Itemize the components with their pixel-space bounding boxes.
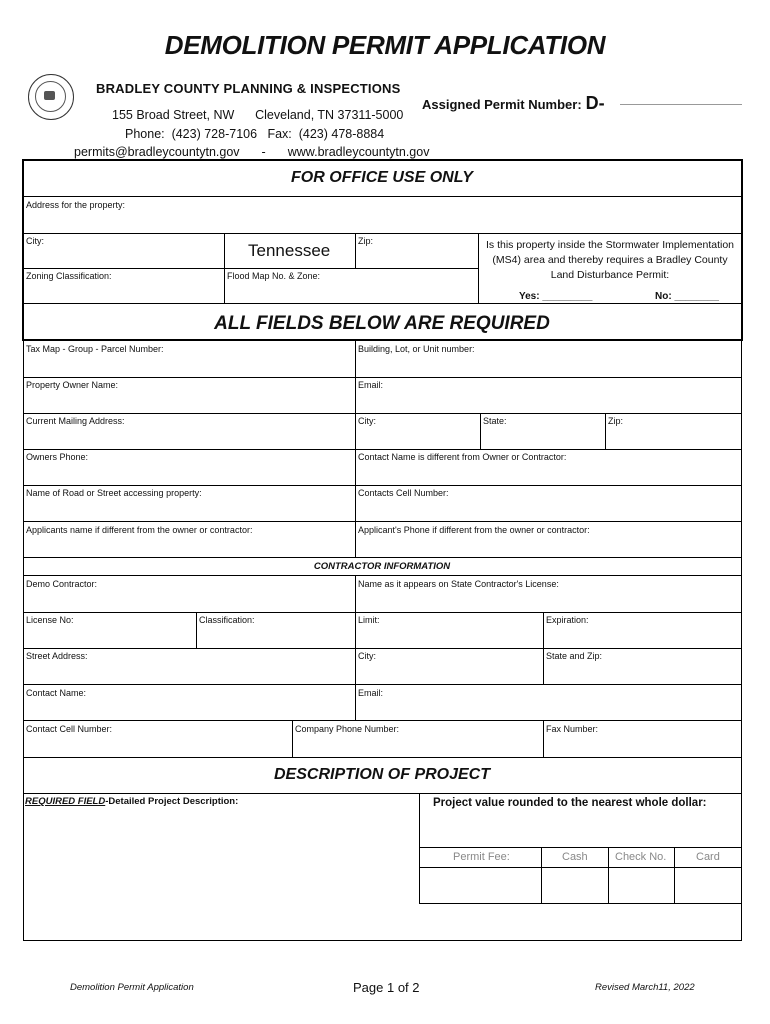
project-description-input[interactable] <box>24 810 418 938</box>
contractor-cell-input[interactable] <box>24 735 290 756</box>
office-zip-input[interactable] <box>356 246 476 267</box>
office-use-heading: FOR OFFICE USE ONLY <box>291 169 473 186</box>
expiration-input[interactable] <box>545 626 740 647</box>
project-heading: DESCRIPTION OF PROJECT <box>273 766 491 783</box>
fax-input[interactable] <box>545 735 740 756</box>
project-value-label: Project value rounded to the nearest whole dollar: <box>433 797 707 809</box>
flood-map-label: Flood Map No. & Zone: <box>227 271 321 281</box>
road-name-input[interactable] <box>24 499 354 520</box>
office-city-input[interactable] <box>24 246 222 267</box>
contractor-contact-input[interactable] <box>24 699 354 719</box>
license-name-label: Name as it appears on State Contractor's License: <box>358 579 559 589</box>
page-number: Page 1 of 2 <box>353 980 420 995</box>
permit-fee-label: Permit Fee: <box>453 851 510 863</box>
contractor-contact-label: Contact Name: <box>26 688 87 698</box>
mailing-address-label: Current Mailing Address: <box>26 416 125 426</box>
flood-map-input[interactable] <box>226 281 476 302</box>
card-label: Card <box>696 851 720 863</box>
contractor-email-label: Email: <box>358 688 384 698</box>
stormwater-yes-field[interactable]: Yes: _________ <box>519 291 593 302</box>
required-fields-heading: ALL FIELDS BELOW ARE REQUIRED <box>214 313 550 334</box>
limit-input[interactable] <box>357 626 542 647</box>
mailing-zip-label: Zip: <box>608 416 624 426</box>
separator: - <box>261 145 266 159</box>
tax-map-label: Tax Map - Group - Parcel Number: <box>26 344 164 354</box>
mailing-city-input[interactable] <box>357 427 479 448</box>
office-state-value: Tennessee <box>248 241 331 260</box>
organization-name: BRADLEY COUNTY PLANNING & INSPECTIONS <box>96 81 401 96</box>
license-name-input[interactable] <box>357 590 740 611</box>
contractor-state-zip-input[interactable] <box>545 662 740 683</box>
owner-name-input[interactable] <box>24 391 354 412</box>
permit-number-label <box>422 93 605 114</box>
check-label: Check No. <box>615 851 667 863</box>
contractor-state-zip-label: State and Zip: <box>546 651 603 661</box>
expiration-label: Expiration: <box>546 615 589 625</box>
contractor-street-input[interactable] <box>24 662 354 683</box>
contact-cell-label: Contacts Cell Number: <box>358 488 449 498</box>
classification-input[interactable] <box>198 626 354 647</box>
card-input[interactable] <box>676 869 740 902</box>
owner-phone-input[interactable] <box>24 463 354 484</box>
footer-revision: Revised March11, 2022 <box>595 982 695 993</box>
project-description-label <box>25 796 238 807</box>
zoning-label: Zoning Classification: <box>26 271 112 281</box>
contractor-heading: CONTRACTOR INFORMATION <box>313 561 451 572</box>
website-link[interactable]: www.bradleycountytn.gov <box>287 145 430 159</box>
contractor-city-label: City: <box>358 651 376 661</box>
zoning-input[interactable] <box>24 281 222 302</box>
demo-contractor-input[interactable] <box>24 590 354 611</box>
email-link[interactable]: permits@bradleycountytn.gov <box>74 145 240 159</box>
mailing-address-input[interactable] <box>24 427 354 448</box>
stormwater-no-field[interactable]: No: ________ <box>655 291 719 302</box>
owner-email-label: Email: <box>358 380 384 390</box>
county-seal-logo <box>28 74 74 120</box>
applicant-name-label: Applicants name if different from the owner or contractor: <box>26 525 253 535</box>
office-city-label: City: <box>26 236 44 246</box>
applicant-phone-label: Applicant's Phone if different from the owner or contractor: <box>358 525 590 535</box>
stormwater-question: Is this property inside the Stormwater Implementation (MS4) area and thereby requires a Bradley County Land Disturbance Permit: <box>485 239 735 281</box>
owner-email-input[interactable] <box>357 391 740 412</box>
company-phone-label: Company Phone Number: <box>295 724 400 734</box>
organization-address: 155 Broad Street, NW Cleveland, TN 37311-5000 <box>112 108 404 122</box>
limit-label: Limit: <box>358 615 380 625</box>
footer-form-name: Demolition Permit Application <box>70 982 194 993</box>
applicant-phone-input[interactable] <box>357 536 740 556</box>
contractor-cell-label: Contact Cell Number: <box>26 724 113 734</box>
contractor-street-label: Street Address: <box>26 651 88 661</box>
property-address-label: Address for the property: <box>26 200 126 210</box>
contact-name-label: Contact Name is different from Owner or Contractor: <box>358 452 567 462</box>
project-value-input[interactable] <box>421 815 740 846</box>
contractor-city-input[interactable] <box>357 662 542 683</box>
check-input[interactable] <box>610 869 673 902</box>
mailing-city-label: City: <box>358 416 376 426</box>
permit-prefix: D- <box>585 93 605 113</box>
office-zip-label: Zip: <box>358 236 374 246</box>
permit-number-text: Assigned Permit Number: <box>422 97 582 112</box>
classification-label: Classification: <box>199 615 255 625</box>
mailing-zip-input[interactable] <box>607 427 740 448</box>
license-no-label: License No: <box>26 615 74 625</box>
owner-name-label: Property Owner Name: <box>26 380 119 390</box>
organization-phone: Phone: (423) 728-7106 Fax: (423) 478-8884 <box>125 127 385 141</box>
contact-line <box>74 145 429 159</box>
contact-cell-input[interactable] <box>357 499 740 520</box>
fax-label: Fax Number: <box>546 724 599 734</box>
description-label-text: -Detailed Project Description: <box>105 796 239 807</box>
mailing-state-label: State: <box>483 416 507 426</box>
cash-input[interactable] <box>543 869 607 902</box>
tax-map-input[interactable] <box>24 355 354 376</box>
page-title: DEMOLITION PERMIT APPLICATION <box>164 30 606 60</box>
cash-label: Cash <box>562 851 588 863</box>
building-lot-input[interactable] <box>357 355 740 376</box>
road-name-label: Name of Road or Street accessing property: <box>26 488 202 498</box>
company-phone-input[interactable] <box>294 735 541 756</box>
permit-number-field[interactable] <box>620 104 742 105</box>
applicant-name-input[interactable] <box>24 536 354 556</box>
property-address-input[interactable] <box>24 210 740 232</box>
mailing-state-input[interactable] <box>482 427 604 448</box>
contact-name-input[interactable] <box>357 463 740 484</box>
owner-phone-label: Owners Phone: <box>26 452 89 462</box>
building-lot-label: Building, Lot, or Unit number: <box>358 344 475 354</box>
required-field-tag: REQUIRED FIELD <box>25 796 106 807</box>
contractor-email-input[interactable] <box>357 699 740 719</box>
license-no-input[interactable] <box>24 626 194 647</box>
permit-fee-input[interactable] <box>421 869 540 902</box>
demo-contractor-label: Demo Contractor: <box>26 579 98 589</box>
